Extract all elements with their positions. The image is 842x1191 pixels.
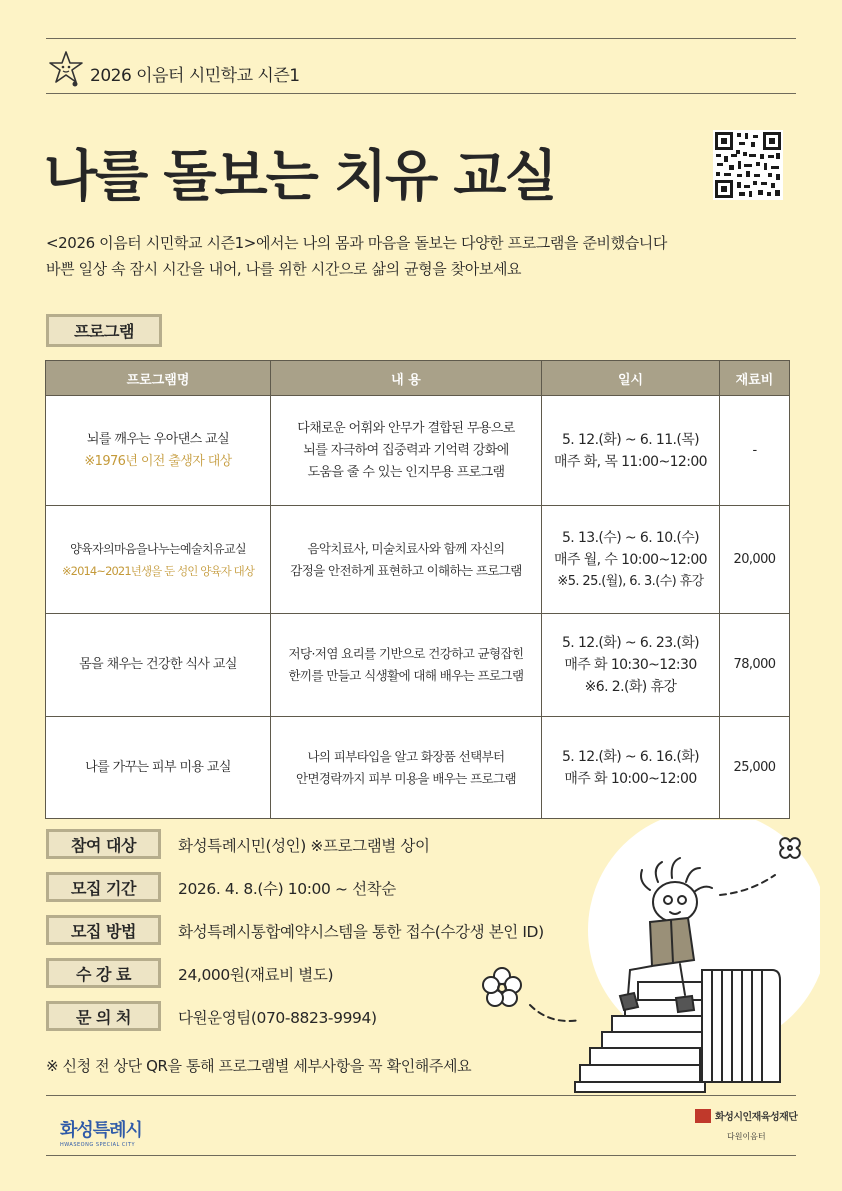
- foundation-logo-icon: [695, 1109, 711, 1123]
- season-label: 2026 이음터 시민학교 시즌1: [90, 66, 300, 86]
- foundation-logo: [695, 1108, 797, 1142]
- schedule-line: ※5. 25.(월), 6. 3.(수) 휴강: [557, 573, 704, 589]
- table-row: [46, 614, 790, 717]
- schedule-line: 매주 월, 수 10:00~12:00: [554, 551, 707, 568]
- info-label-method: 모집 방법: [46, 915, 161, 945]
- info-label-target: 참여 대상: [46, 829, 161, 859]
- schedule-line: 매주 화, 목 11:00~12:00: [554, 453, 707, 470]
- table-header-row: [46, 361, 790, 396]
- header-program-name: 프로그램명: [46, 361, 271, 396]
- content-line: 도움을 줄 수 있는 인지무용 프로그램: [307, 464, 505, 480]
- content-line: 안면경락까지 피부 미용을 배우는 프로그램: [295, 770, 517, 786]
- content-line: 뇌를 자극하여 집중력과 기억력 강화에: [303, 442, 509, 458]
- program-name: 나를 가꾸는 피부 미용 교실: [85, 759, 231, 775]
- program-note: ※2014~2021년생을 둔 성인 양육자 대상: [61, 563, 255, 578]
- info-label-period: 모집 기간: [46, 872, 161, 902]
- info-value-target: 화성특례시민(성인) ※프로그램별 상이: [178, 837, 430, 855]
- fee-cell: -: [720, 396, 790, 506]
- schedule-line: ※6. 2.(화) 휴강: [584, 679, 677, 695]
- info-value-contact: 다원운영팀(070-8823-9994): [178, 1009, 377, 1027]
- info-value-tuition: 24,000원(재료비 별도): [178, 966, 334, 984]
- content-line: 한끼를 만들고 식생활에 대해 배우는 프로그램: [288, 668, 524, 683]
- content-cell: [271, 396, 542, 506]
- info-value-period: 2026. 4. 8.(수) 10:00 ~ 선착순: [178, 880, 396, 898]
- program-name-cell: [46, 717, 271, 819]
- program-section-label: 프로그램: [46, 314, 162, 347]
- table-row: [46, 396, 790, 506]
- hwaseong-city-logo-sub: HWASEONG SPECIAL CITY: [60, 1142, 136, 1148]
- schedule-cell: [542, 396, 720, 506]
- foundation-logo-sub: 다원이음터: [727, 1132, 766, 1141]
- header-schedule: 일시: [542, 361, 720, 396]
- schedule-line: 매주 화 10:30~12:30: [564, 657, 697, 673]
- footer-rule-top: [46, 1095, 796, 1096]
- schedule-line: 5. 12.(화) ~ 6. 23.(화): [561, 635, 700, 651]
- content-cell: [271, 614, 542, 717]
- table-row: [46, 717, 790, 819]
- content-cell: [271, 717, 542, 819]
- schedule-line: 5. 13.(수) ~ 6. 10.(수): [561, 529, 700, 546]
- content-line: 감정을 안전하게 표현하고 이해하는 프로그램: [290, 562, 522, 578]
- schedule-cell: [542, 717, 720, 819]
- fee-cell: 20,000: [720, 506, 790, 614]
- program-name: 몸을 채우는 건강한 식사 교실: [79, 657, 237, 672]
- intro-line-1: <2026 이음터 시민학교 시즌1>에서는 나의 몸과 마음을 돌보는 다양한 프로그램을 준비했습니다: [46, 234, 667, 252]
- hwaseong-city-logo: [60, 1116, 142, 1148]
- intro-line-2: 바쁜 일상 속 잠시 시간을 내어, 나를 위한 시간으로 삶의 균형을 찾아보세요: [46, 260, 522, 278]
- info-value-method: 화성특례시통합예약시스템을 통한 접수(수강생 본인 ID): [178, 923, 544, 941]
- content-line: 저당·저염 요리를 기반으로 건강하고 균형잡힌: [288, 646, 524, 661]
- footer-rule-bottom: [46, 1155, 796, 1156]
- qr-code-icon[interactable]: [713, 130, 783, 200]
- footnote: ※ 신청 전 상단 QR을 통해 프로그램별 세부사항을 꼭 확인해주세요: [46, 1057, 472, 1075]
- program-name: 뇌를 깨우는 우아댄스 교실: [86, 431, 230, 447]
- header-rule: [46, 93, 796, 94]
- header-fee: 재료비: [720, 361, 790, 396]
- header-content: 내 용: [271, 361, 542, 396]
- hwaseong-city-logo-text: 화성특례시: [60, 1120, 142, 1141]
- program-name: 양육자의마음을나누는예술치유교실: [70, 541, 246, 556]
- table-row: [46, 506, 790, 614]
- program-note: ※1976년 이전 출생자 대상: [84, 453, 232, 469]
- schedule-line: 5. 12.(화) ~ 6. 16.(화): [561, 748, 700, 765]
- content-line: 다채로운 어휘와 안무가 결합된 무용으로: [297, 420, 515, 436]
- page-title: 나를 돌보는 치유 교실: [44, 144, 556, 208]
- info-label-contact: 문 의 처: [46, 1001, 161, 1031]
- schedule-line: 매주 화 10:00~12:00: [564, 770, 697, 787]
- schedule-line: 5. 12.(화) ~ 6. 11.(목): [561, 431, 700, 448]
- program-name-cell: [46, 506, 271, 614]
- top-rule: [46, 38, 796, 39]
- program-name-cell: [46, 614, 271, 717]
- fee-cell: 78,000: [720, 614, 790, 717]
- schedule-cell: [542, 506, 720, 614]
- content-line: 나의 피부타입을 알고 화장품 선택부터: [307, 748, 505, 764]
- content-line: 음악치료사, 미술치료사와 함께 자신의: [307, 540, 505, 556]
- program-name-cell: [46, 396, 271, 506]
- star-mascot-icon: [46, 48, 86, 88]
- intro-text: [46, 230, 667, 282]
- program-table: [45, 360, 790, 819]
- reading-character-illustration: [480, 820, 820, 1095]
- content-cell: [271, 506, 542, 614]
- schedule-cell: [542, 614, 720, 717]
- foundation-logo-text: 화성시인재육성재단: [715, 1112, 798, 1123]
- fee-cell: 25,000: [720, 717, 790, 819]
- info-label-tuition: 수 강 료: [46, 958, 161, 988]
